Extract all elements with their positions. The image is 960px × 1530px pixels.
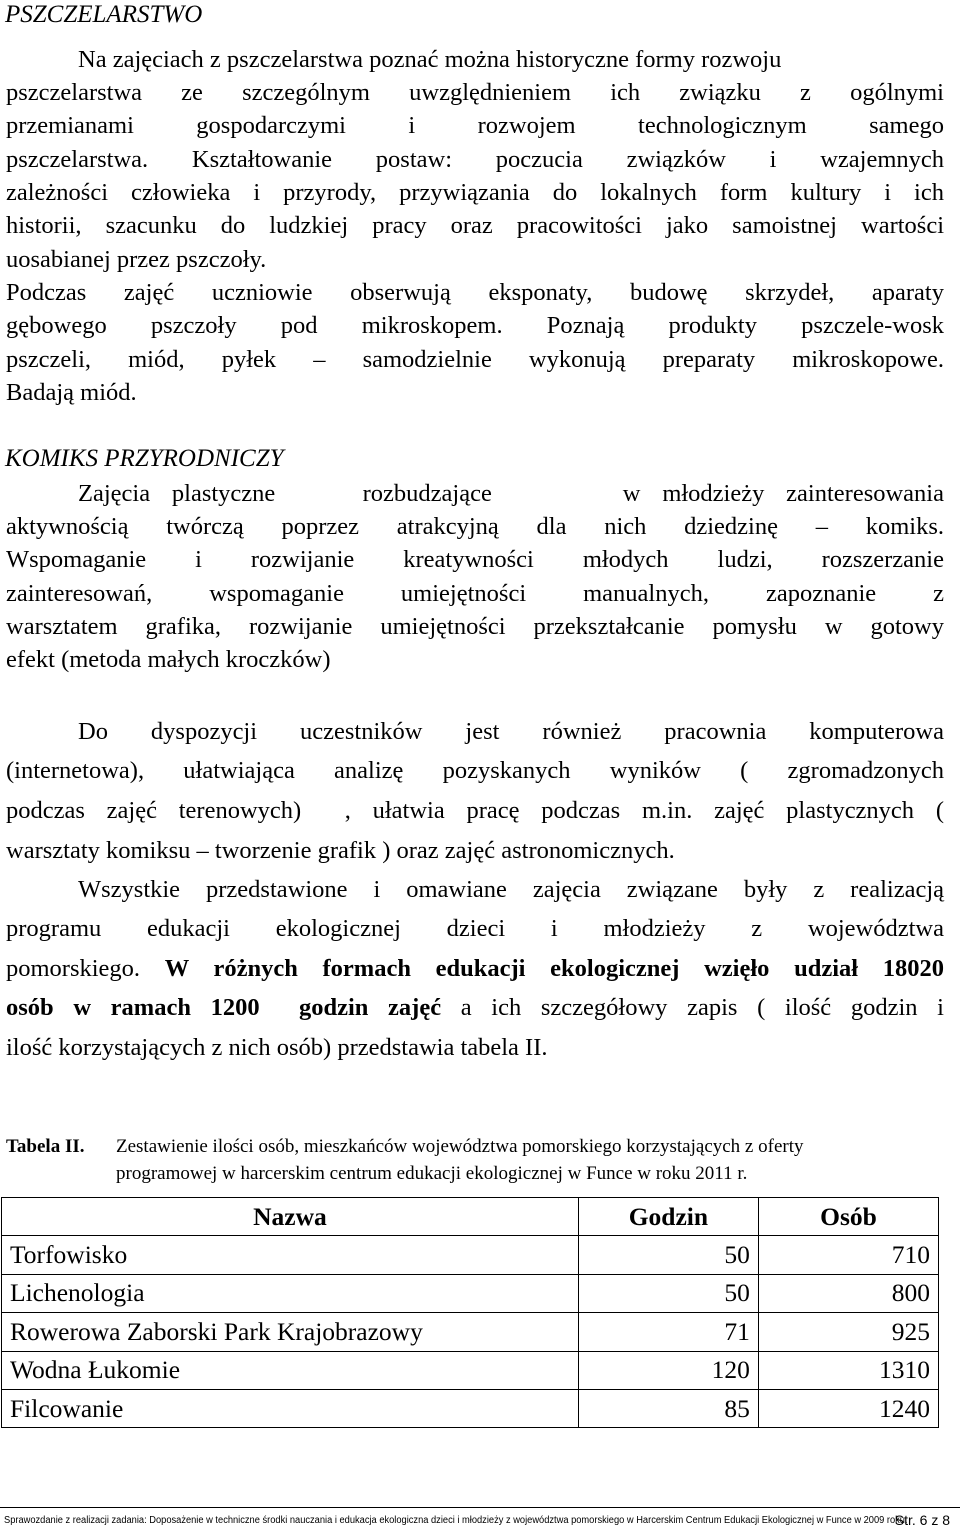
section-heading-pszczelarstwo: PSZCZELARSTWO — [5, 1, 203, 28]
table-row — [2, 1274, 939, 1312]
paragraph-line: ilość korzystających z nich osób) przedstawia tabela II. — [6, 1034, 548, 1061]
paragraph-line: gębowego pszczoły pod mikroskopem. Poznają produkty pszczele-wosk — [6, 312, 944, 339]
paragraph-line: (internetowa), ułatwiająca analizę pozyskanych wyników ( zgromadzonych — [6, 757, 944, 784]
table-cell: 71 — [578, 1313, 758, 1351]
data-table — [1, 1197, 939, 1428]
paragraph-line: pszczelarstwa. Kształtowanie postaw: poczucia związków i wzajemnych — [6, 146, 944, 173]
footer-report-title: Sprawozdanie z realizacji zadania: Doposażenie w techniczne środki nauczania i edukacja ekologiczna dzieci i młodzieży z województwa pomorskiego w Harcerskim Centrum Edukacji Ekologicznej w Funce w 2009 roku. — [4, 1515, 908, 1526]
paragraph-line: Zajęcia plastyczne rozbudzające w młodzieży zainteresowania — [78, 480, 944, 507]
paragraph-line: aktywnością twórczą poprzez atrakcyjną dla nich dziedzinę – komiks. — [6, 513, 944, 540]
paragraph-line: zainteresowań, wspomaganie umiejętności manualnych, zapoznanie z — [6, 580, 944, 607]
footer-divider — [0, 1507, 960, 1508]
paragraph-line: pszczelarstwa ze szczególnym uwzględnieniem ich związku z ogólnymi — [6, 79, 944, 106]
column-header-nazwa: Nazwa — [2, 1198, 579, 1236]
paragraph-line: warsztatem grafika, rozwijanie umiejętności przekształcanie pomysłu w gotowy — [6, 613, 944, 640]
column-header-osob: Osób — [758, 1198, 938, 1236]
table-caption-text: Zestawienie ilości osób, mieszkańców województwa pomorskiego korzystających z oferty — [116, 1136, 804, 1157]
page-number: Str. 6 z 8 — [894, 1512, 950, 1528]
paragraph-line: zależności człowieka i przyrody, przywiązania do lokalnych form kultury i ich — [6, 179, 944, 206]
table-row — [2, 1389, 939, 1427]
table-cell: 710 — [758, 1236, 938, 1274]
table-cell: 800 — [758, 1274, 938, 1312]
table-caption-label: Tabela II. — [6, 1136, 85, 1157]
table-cell: Wodna Łukomie — [2, 1351, 579, 1389]
column-header-godzin: Godzin — [578, 1198, 758, 1236]
paragraph-line: Badają miód. — [6, 379, 137, 406]
table-cell: Torfowisko — [2, 1236, 579, 1274]
table-cell: 85 — [578, 1389, 758, 1427]
paragraph-text: a ich szczegółowy zapis ( ilość godzin i — [441, 994, 944, 1021]
paragraph-line: pszczeli, miód, pyłek – samodzielnie wykonują preparaty mikroskopowe. — [6, 346, 944, 373]
paragraph-line: uosabianej przez pszczoły. — [6, 246, 267, 273]
table-caption-text: programowej w harcerskim centrum edukacji ekologicznej w Funce w roku 2011 r. — [116, 1163, 748, 1184]
table-cell: 1240 — [758, 1389, 938, 1427]
table-cell: 925 — [758, 1313, 938, 1351]
table-row — [2, 1313, 939, 1351]
table-cell: 50 — [578, 1274, 758, 1312]
paragraph-line: Wspomaganie i rozwijanie kreatywności młodych ludzi, rozszerzanie — [6, 546, 944, 573]
paragraph-line: warsztaty komiksu – tworzenie grafik ) oraz zajęć astronomicznych. — [6, 837, 675, 864]
paragraph-line: efekt (metoda małych kroczków) — [6, 646, 331, 673]
table-cell: Filcowanie — [2, 1389, 579, 1427]
bold-statement: W różnych formach edukacji ekologicznej wzięło udział 18020 — [164, 955, 944, 982]
paragraph-text: pomorskiego. — [6, 955, 165, 982]
table-cell: Rowerowa Zaborski Park Krajobrazowy — [2, 1313, 579, 1351]
table-row — [2, 1351, 939, 1389]
table-cell: 120 — [578, 1351, 758, 1389]
paragraph-line: przemianami gospodarczymi i rozwojem technologicznym samego — [6, 112, 944, 139]
paragraph-line: Na zajęciach z pszczelarstwa poznać można historyczne formy rozwoju — [78, 46, 782, 73]
page-footer — [0, 1512, 960, 1530]
paragraph-line — [6, 954, 944, 984]
paragraph-line: programu edukacji ekologicznej dzieci i młodzieży z województwa — [6, 915, 944, 942]
table-header-row — [2, 1198, 939, 1236]
paragraph-line: historii, szacunku do ludzkiej pracy oraz pracowitości jako samoistnej wartości — [6, 212, 944, 239]
paragraph-line — [6, 993, 944, 1023]
table-cell: 50 — [578, 1236, 758, 1274]
bold-statement: osób w ramach 1200 godzin zajęć — [6, 994, 442, 1021]
section-heading-komiks: KOMIKS PRZYRODNICZY — [5, 445, 284, 472]
table-cell: 1310 — [758, 1351, 938, 1389]
table-row — [2, 1236, 939, 1274]
paragraph-line: Do dyspozycji uczestników jest również pracownia komputerowa — [78, 718, 944, 745]
paragraph-line: Podczas zajęć uczniowie obserwują eksponaty, budowę skrzydeł, aparaty — [6, 279, 944, 306]
paragraph-line: podczas zajęć terenowych) , ułatwia pracę podczas m.in. zajęć plastycznych ( — [6, 797, 944, 824]
table-cell: Lichenologia — [2, 1274, 579, 1312]
paragraph-line: Wszystkie przedstawione i omawiane zajęcia związane były z realizacją — [78, 876, 944, 903]
